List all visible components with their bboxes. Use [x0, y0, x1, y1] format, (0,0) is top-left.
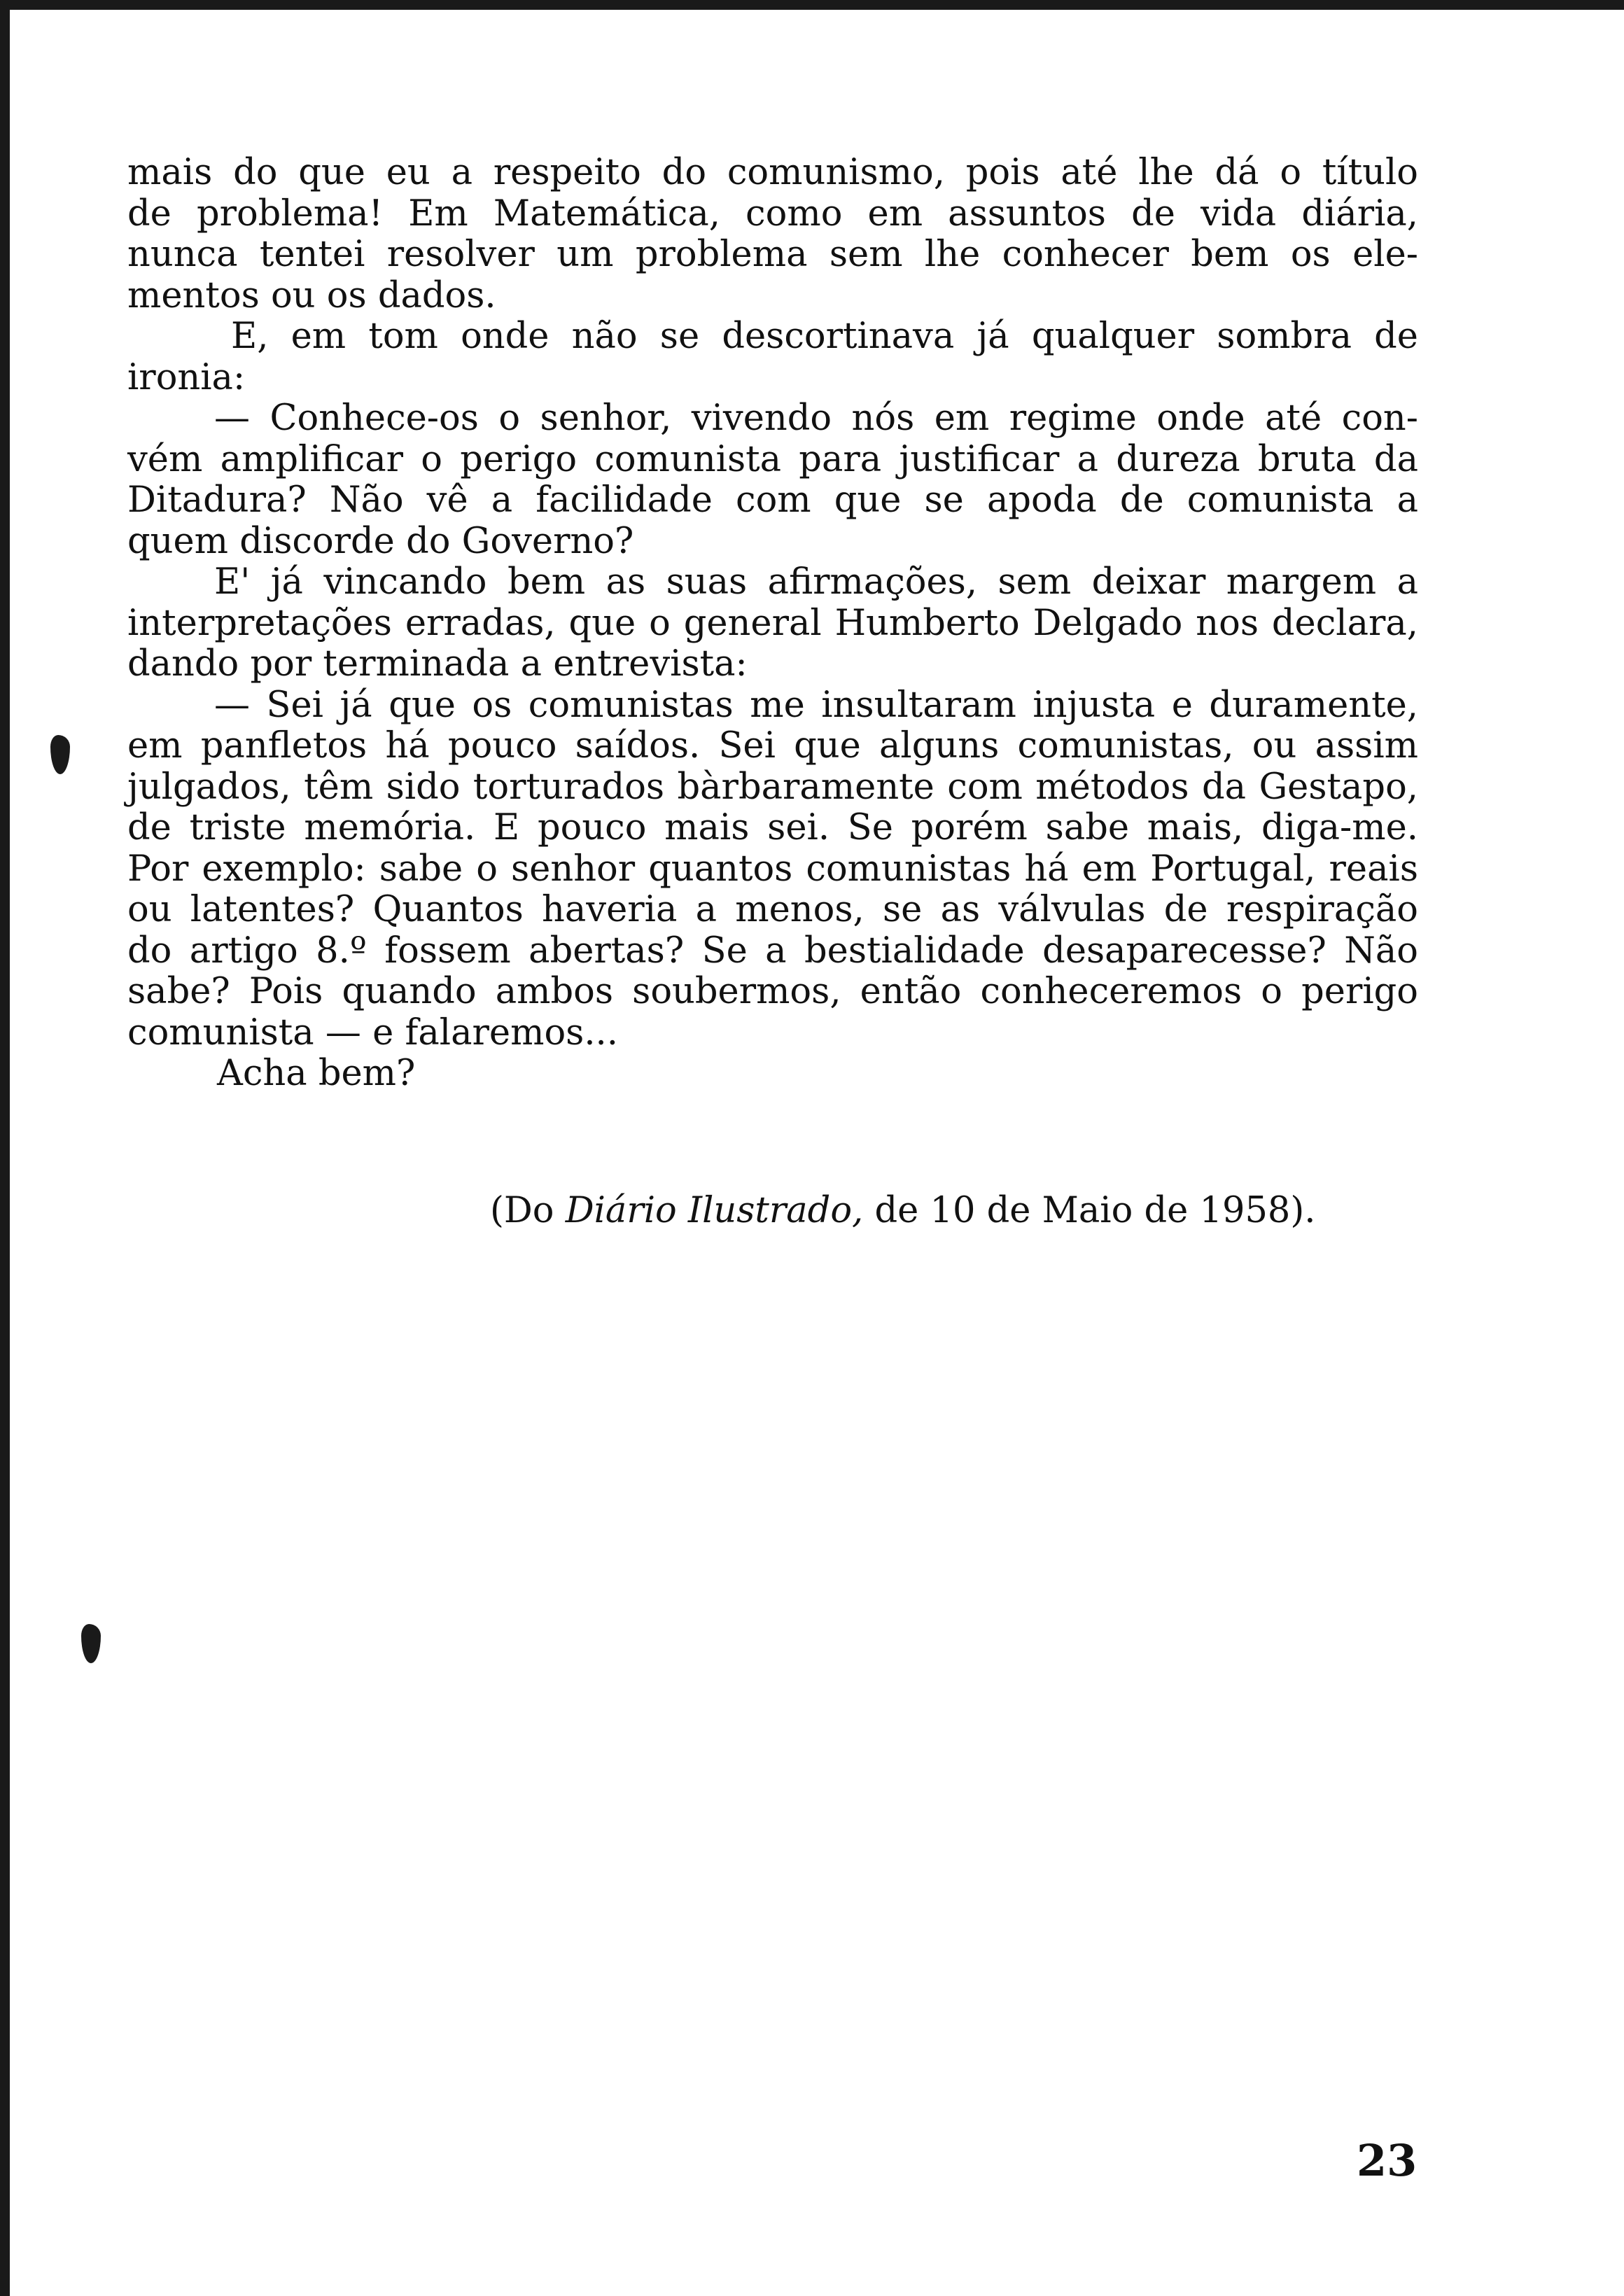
punch-hole-mark — [81, 1624, 101, 1663]
text-line: E' já vincando bem as suas afirmações, sem deixar margem a — [214, 561, 1418, 603]
text-line: em panfletos há pouco saídos. Sei que alguns comunistas, ou assim — [127, 725, 1418, 766]
text-line: interpretações erradas, que o general Humberto Delgado nos declara, — [127, 602, 1418, 644]
text-line: mentos ou os dados. — [127, 274, 496, 316]
page-number: 23 — [1357, 2135, 1418, 2186]
text-line: — Sei já que os comunistas me insultaram injusta e duramente, — [214, 684, 1418, 726]
source-citation — [490, 1190, 1315, 1231]
source-suffix: de 10 de Maio de 1958). — [874, 1190, 1316, 1231]
page-border-left — [0, 0, 10, 2296]
source-prefix: (Do — [490, 1190, 554, 1231]
text-line: dando por terminada a entrevista: — [127, 643, 748, 685]
body-text — [127, 153, 1418, 1095]
text-line: julgados, têm sido torturados bàrbaramente com métodos da Gestapo, — [127, 766, 1418, 808]
text-line: Por exemplo: sabe o senhor quantos comunistas há em Portugal, reais — [127, 848, 1418, 890]
text-line: sabe? Pois quando ambos soubermos, então conheceremos o perigo — [127, 971, 1418, 1012]
text-line: mais do que eu a respeito do comunismo, pois até lhe dá o título — [127, 152, 1418, 193]
text-line: vém amplificar o perigo comunista para justificar a dureza bruta da — [127, 438, 1418, 480]
text-line: — Conhece-os o senhor, vivendo nós em regime onde até con- — [214, 398, 1418, 439]
text-line: do artigo 8.º fossem abertas? Se a bestialidade desaparecesse? Não — [127, 930, 1418, 972]
punch-hole-mark — [50, 735, 70, 774]
source-publication: Diário Ilustrado, — [565, 1190, 864, 1231]
text-line: nunca tentei resolver um problema sem lhe conhecer bem os ele- — [127, 234, 1418, 275]
text-line: ironia: — [127, 356, 246, 398]
text-line: ou latentes? Quantos haveria a menos, se as válvulas de respiração — [127, 889, 1418, 930]
text-line: comunista — e falaremos... — [127, 1011, 618, 1054]
text-line: E, em tom onde não se descortinava já qualquer sombra de — [231, 316, 1418, 357]
page-border-top — [0, 0, 1624, 10]
text-line: de triste memória. E pouco mais sei. Se porém sabe mais, diga-me. — [127, 807, 1418, 848]
text-line: de problema! Em Matemática, como em assuntos de vida diária, — [127, 192, 1418, 234]
text-line: Ditadura? Não vê a facilidade com que se apoda de comunista a — [127, 479, 1418, 521]
text-line: quem discorde do Governo? — [127, 520, 634, 562]
text-line: Acha bem? — [217, 1053, 416, 1094]
